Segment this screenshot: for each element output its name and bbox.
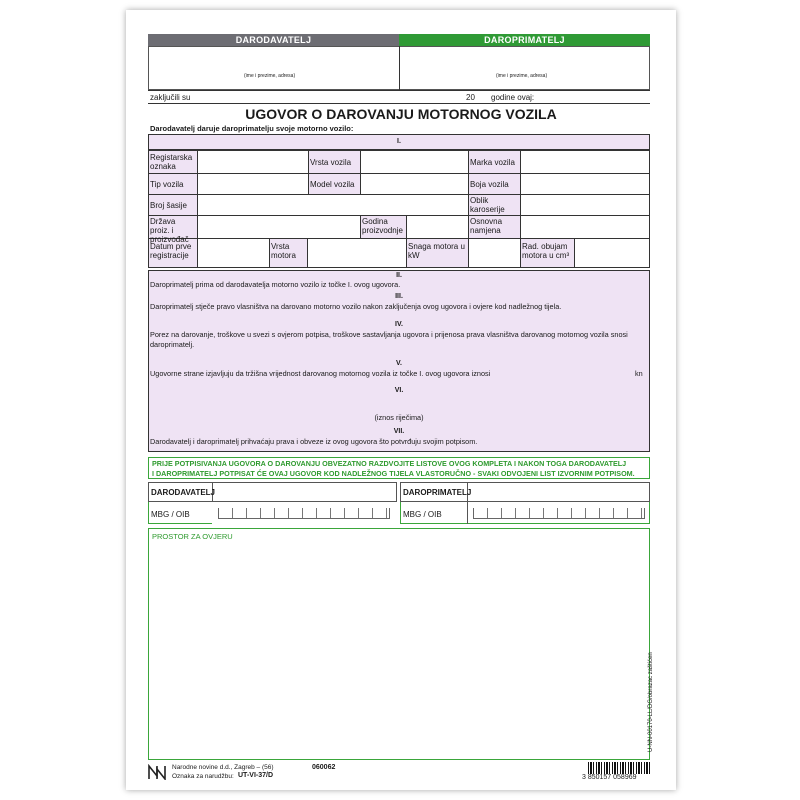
- verification-box[interactable]: [148, 528, 650, 760]
- year-prefix: 20: [466, 93, 475, 102]
- donor-mbg-label: MBG / OIB: [151, 510, 190, 519]
- recipient-signature-label: DAROPRIMATELJ: [403, 488, 472, 497]
- first-reg-label: Datum prve registracije: [150, 242, 192, 260]
- registration-label: Registarska oznaka: [150, 153, 193, 171]
- year-label: Godina proizvodnje: [362, 217, 403, 235]
- clause-2-roman: II.: [396, 272, 402, 279]
- recipient-signature-field[interactable]: [468, 483, 649, 501]
- model-type-label: Tip vozila: [150, 180, 184, 189]
- clause-4-roman: IV.: [395, 321, 403, 328]
- model-label: Model vozila: [310, 180, 355, 189]
- donor-signature-field[interactable]: [212, 483, 396, 501]
- clause-3-text: Daroprimatelj stječe pravo vlasništva na darovano motorno vozilo nakon zaključenja ovog ugovora i ovjere kod nadležnog tijela.: [150, 302, 562, 311]
- purpose-label: Osnovna namjena: [470, 217, 503, 235]
- clause-6-text: (iznos riječima): [374, 413, 424, 422]
- volume-label: Rad. obujam motora u cm³: [522, 242, 570, 260]
- color-label: Boja vozila: [470, 180, 509, 189]
- donor-header-bar: [148, 34, 399, 46]
- order-code: UT-VI-37/D: [238, 772, 274, 779]
- clause-5-roman: V.: [396, 360, 402, 367]
- brand-label: Marka vozila: [470, 158, 515, 167]
- form-number: 060062: [312, 764, 336, 771]
- name-hint-right: (ime i prezime, adresa): [496, 73, 548, 79]
- body-shape-label: Oblik karoserije: [470, 196, 505, 214]
- donor-mbg-input[interactable]: [218, 508, 390, 519]
- notice-box: [148, 457, 650, 479]
- recipient-mbg-input[interactable]: [473, 508, 645, 519]
- country-label: Država proiz. i proizvođač: [150, 217, 189, 244]
- chassis-label: Broj šasije: [150, 201, 187, 210]
- barcode-digits: 3 850157 058969: [582, 774, 637, 781]
- contract-title: UGOVOR O DAROVANJU MOTORNOG VOZILA: [245, 106, 557, 122]
- clause-4-text: Porez na darovanje, troškove u svezi s ovjerom potpisa, troškove sastavljanja ugovora i prijenosa prava vlasništva darovanog motornog vozila snosi daroprimatelj.: [150, 330, 628, 349]
- recipient-header-bar: [399, 34, 650, 46]
- clause-5-currency: kn: [635, 369, 643, 378]
- power-label: Snaga motora u kW: [408, 242, 465, 260]
- clause-6-roman: VI.: [394, 387, 404, 394]
- section-1-roman: I.: [397, 138, 401, 145]
- engine-type-label: Vrsta motora: [271, 242, 296, 260]
- recipient-mbg-label: MBG / OIB: [403, 510, 442, 519]
- verification-label: PROSTOR ZA OVJERU: [152, 532, 233, 541]
- name-hint-left: (ime i prezime, adresa): [244, 73, 296, 79]
- order-label: Oznaka za narudžbu:: [172, 773, 234, 780]
- form-side-code: U-NN-00170-LL/DG/obrazac zaštićen: [648, 652, 654, 752]
- notice-line-1: PRIJE POTPISIVANJA UGOVORA O DAROVANJU OBVEZATNO RAZDVOJITE LISTOVE OVOG KOMPLETA I NAKON TOGA DARODAVATELJ: [152, 459, 627, 468]
- donor-signature-label: DARODAVATELJ: [151, 488, 215, 497]
- recipient-header-label: DAROPRIMATELJ: [484, 35, 565, 45]
- barcode: [588, 762, 650, 774]
- clause-7-text: Darodavatelj i daroprimatelj prihvaćaju prava i obveze iz ovog ugovora što potvrđuju svojim potpisom.: [150, 437, 478, 446]
- publisher-name: Narodne novine d.d., Zagreb – (56): [172, 764, 274, 771]
- section-1-header: [148, 134, 650, 150]
- vehicle-type-label: Vrsta vozila: [310, 158, 352, 167]
- clause-7-roman: VII.: [393, 428, 405, 435]
- publisher-logo: [148, 764, 166, 780]
- intro-text: Darodavatelj daruje daroprimatelju svoje motorno vozilo:: [150, 124, 354, 133]
- clause-2-text: Daroprimatelj prima od darodavatelja motorno vozilo iz točke I. ovog ugovora.: [150, 280, 401, 289]
- year-suffix: godine ovaj:: [491, 93, 535, 102]
- notice-line-2: I DAROPRIMATELJ POTPISAT ĆE OVAJ UGOVOR KOD NADLEŽNOG TIJELA VLASTORUČNO - SVAKI ODVOJENI LIST IZVORNIM POTPISOM.: [152, 469, 635, 478]
- concluded-label: zaključili su: [150, 93, 191, 102]
- donor-header-label: DARODAVATELJ: [235, 35, 312, 45]
- clause-3-roman: III.: [395, 293, 403, 300]
- clause-5-text: Ugovorne strane izjavljuju da tržišna vrijednost darovanog motornog vozila iz točke I. ovog ugovora iznosi: [150, 369, 491, 378]
- form-sheet: [126, 10, 676, 790]
